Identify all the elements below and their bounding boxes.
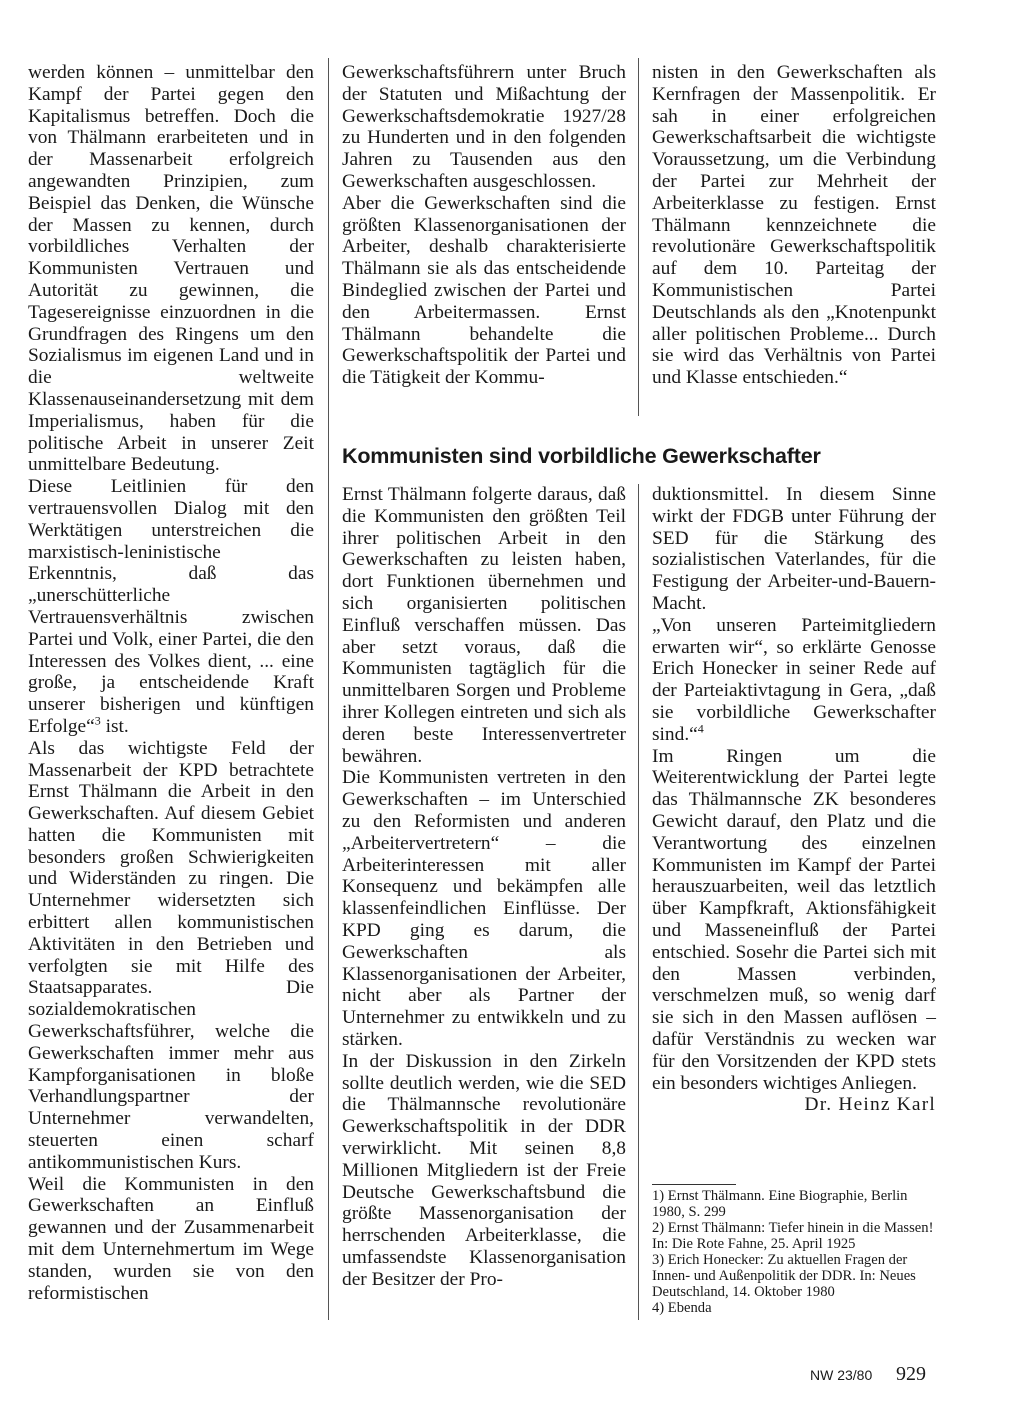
- paragraph: [28, 476, 314, 738]
- footnote-2: 2) Ernst Thälmann: Tiefer hinein in die Massen! In: Die Rote Fahne, 25. April 1925: [652, 1220, 934, 1252]
- paragraph-text: „Von unseren Parteimitgliedern erwarten wir“, so erklärte Genosse Erich Honecker in seiner Rede auf der Parteiaktivtagung in Gera, „daß sie vorbildliche Gewerkschafter sind.“: [652, 614, 936, 745]
- paragraph: Als das wichtigste Feld der Massenarbeit der KPD betrachtete Ernst Thälmann die Arbeit in den Gewerkschaften. Auf diesem Gebiet hatten die Kommunisten mit besonders großen Schwierigkeiten und Widerständen zu ringen. Die Unternehmer widersetzten sich erbittert allen kommunistischen Aktivitäten in den Betrieben und verfolgten sie mit Hilfe des Staatsapparates. Die sozialdemokratischen Gewerkschaftsführer, welche die Gewerkschaften immer mehr aus Kampforganisationen in bloße Verhandlungspartner der Unternehmer verwandelten, steuerten einen scharf antikommunistischen Kurs.: [28, 737, 314, 1173]
- column-2-top: [342, 62, 626, 389]
- footnote-ref-3: 3: [94, 713, 101, 728]
- paragraph-text: ist.: [100, 715, 129, 737]
- column-rule-left: [328, 58, 329, 1320]
- footnote-3: 3) Erich Honecker: Zu aktuellen Fragen der Innen- und Außenpolitik der DDR. In: Neues Deutschland, 14. Oktober 1980: [652, 1252, 916, 1300]
- paragraph-text: Diese Leitlinien für den vertrauensvollen Dialog mit den Werktätigen unterstreichen die marxistisch-leninistische Erkenntnis, daß das „unerschütterliche Vertrauensverhältnis zwischen Partei und Volk, einer Partei, die den Interessen des Volkes dient, ... eine große, ja entscheidende Kraft unserer bisherigen und künftigen Erfolge“: [28, 476, 314, 737]
- paragraph: Aber die Gewerkschaften sind die größten Klassenorganisationen der Arbeiter, deshalb charakterisierte Thälmann sie als das entscheidende Bindeglied zwischen der Partei und den Arbeitermassen. Ernst Thälmann behandelte die Gewerkschaftspolitik der Partei und die Tätigkeit der Kommu-: [342, 192, 626, 389]
- page-number: 929: [896, 1363, 926, 1385]
- paragraph: In der Diskussion in den Zirkeln sollte deutlich werden, wie die SED die Thälmannsche revolutionäre Gewerkschaftspolitik in der DDR verwirklicht. Mit seinen 8,8 Millionen Mitgliedern ist der Freie Deutsche Gewerkschaftsbund die größte Massenorganisation der herrschenden Arbeiterklasse, die umfassendste Klassenorganisation der Besitzer der Pro-: [342, 1050, 626, 1290]
- column-3-bottom: [652, 484, 936, 1116]
- paragraph: Gewerkschaftsführern unter Bruch der Statuten und Mißachtung der Gewerkschaftsdemokratie 1927/28 zu Hunderten und in den folgenden Jahren zu Tausenden aus den Gewerkschaften ausgeschlossen.: [342, 62, 626, 192]
- paragraph: nisten in den Gewerkschaften als Kernfragen der Massenpolitik. Er sah in einer erfolgreichen Gewerkschaftsarbeit die wichtigste Voraussetzung, um die Verbindung der Partei zur Mehrheit der Arbeiterklasse zu festigen. Ernst Thälmann kennzeichnete die revolutionäre Gewerkschaftspolitik auf dem 10. Parteitag der Kommunistischen Partei Deutschlands als den „Knotenpunkt aller politischen Probleme... Durch sie wird das Verhältnis von Partei und Klasse entschieden.“: [652, 62, 936, 389]
- paragraph: werden können – unmittelbar den Kampf der Partei gegen den Kapitalismus betreffen. Doch die von Thälmann erarbeiteten und in der Massenarbeit erfolgreich angewandten Prinzipien, zum Beispiel das Denken, die Wünsche der Massen zu kennen, durch vorbildliches Verhalten der Kommunisten Vertrauen und Autorität zu gewinnen, die Tagesereignisse einzuordnen in die Grundfragen des Ringens um den Sozialismus im eigenen Land und in die weltweite Klassenauseinandersetzung mit dem Imperialismus, haben für die politische Arbeit in unserer Zeit unmittelbare Bedeutung.: [28, 62, 314, 476]
- issue-label: NW 23/80: [810, 1367, 873, 1383]
- footnote-rule: [652, 1184, 736, 1185]
- paragraph: Im Ringen um die Weiterentwicklung der Partei legte das Thälmannsche ZK besonderes Gewicht darauf, den Platz und die Verantwortung des einzelnen Kommunisten im Kampf der Partei herauszuarbeiten, weil das letztlich über Kampfkraft, Aktionsfähigkeit und Masseneinfluß der Partei entschied. Sosehr die Partei sich mit den Massen verbinden, verschmelzen muß, so wenig darf sie sich in den Massen auflösen – dafür Verständnis zu wecken war für den Vorsitzenden der KPD stets ein besonders wichtiges Anliegen.: [652, 745, 936, 1094]
- column-rule-right-top: [638, 58, 639, 416]
- paragraph: duktionsmittel. In diesem Sinne wirkt der FDGB unter Führung der SED für die Stärkung des sozialistischen Vaterlandes, für die Festigung der Arbeiter-und-Bauern-Macht.: [652, 484, 936, 614]
- footnotes: [652, 1188, 940, 1316]
- column-3-top: [652, 62, 936, 389]
- column-1: [28, 62, 314, 1304]
- paragraph: Die Kommunisten vertreten in den Gewerkschaften – im Unterschied zu den Reformisten und anderen „Arbeitervertretern“ – die Arbeiterinteressen mit aller Konsequenz und bekämpfen alle klassenfeindlichen Einflüsse. Der KPD ging es darum, die Gewerkschaften als Klassenorganisationen der Arbeiter, nicht aber als Partner der Unternehmer zu entwikkeln und zu stärken.: [342, 767, 626, 1050]
- section-heading: Kommunisten sind vorbildliche Gewerkschafter: [342, 444, 821, 468]
- author-signature: Dr. Heinz Karl: [804, 1094, 936, 1116]
- footnote-1: 1) Ernst Thälmann. Eine Biographie, Berlin 1980, S. 299: [652, 1188, 908, 1220]
- column-rule-right-bottom: [638, 484, 639, 1320]
- paragraph: Ernst Thälmann folgerte daraus, daß die Kommunisten den größten Teil ihrer politischen Arbeit in den Gewerkschaften zu leisten haben, dort Funktionen übernehmen und sich organisierten politischen Einfluß verschaffen müssen. Das aber setzt voraus, daß die Kommunisten tagtäglich für die unmittelbaren Sorgen und Probleme ihrer Kollegen eintreten und sich als deren beste Interessenvertreter bewähren.: [342, 484, 626, 767]
- paragraph: Weil die Kommunisten in den Gewerkschaften an Einfluß gewannen und der Zusammenarbeit mit dem Unternehmertum im Wege standen, wurden sie von den reformistischen: [28, 1173, 314, 1304]
- footnote-4: 4) Ebenda: [652, 1300, 712, 1316]
- footnote-ref-4: 4: [697, 721, 704, 736]
- paragraph: [652, 615, 936, 746]
- column-2-bottom: [342, 484, 626, 1290]
